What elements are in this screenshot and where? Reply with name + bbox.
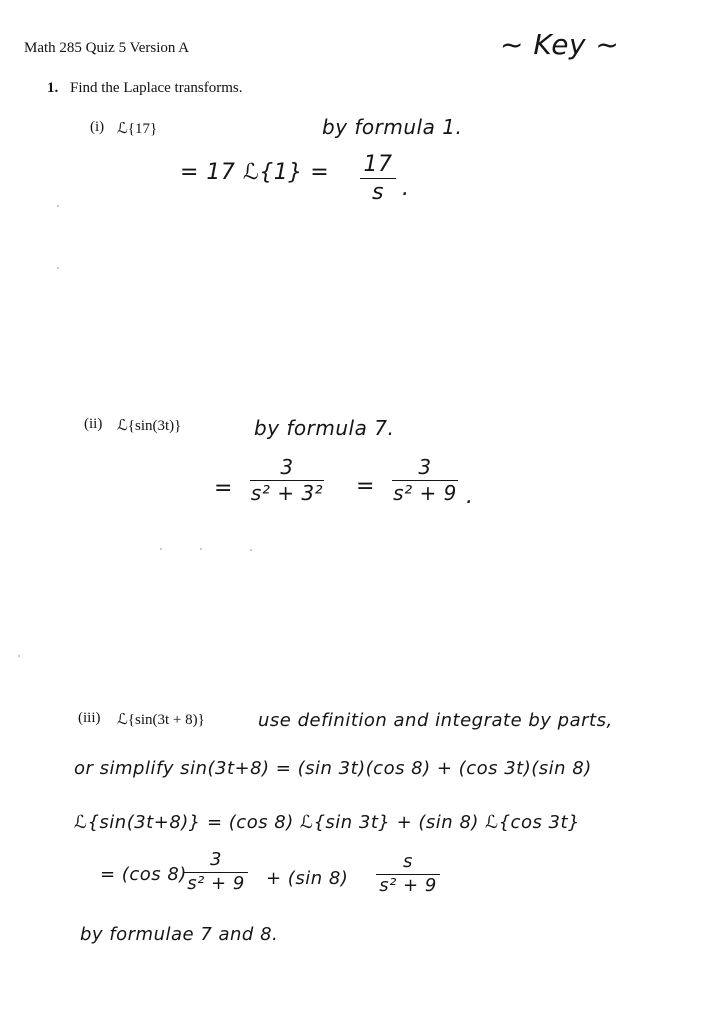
quiz-title: Math 285 Quiz 5 Version A bbox=[24, 40, 190, 56]
part-i-period: . bbox=[402, 176, 410, 201]
part-ii-method: by formula 7. bbox=[254, 416, 395, 440]
part-i-result-denominator: s bbox=[372, 180, 384, 206]
part-ii-label: (ii) bbox=[84, 416, 103, 432]
scan-speck bbox=[200, 548, 202, 550]
part-iii-fraction-2 bbox=[376, 852, 440, 896]
problem-instruction: Find the Laplace transforms. bbox=[70, 80, 243, 96]
part-ii-fraction-2-numerator: 3 bbox=[418, 455, 432, 479]
part-i-method: by formula 1. bbox=[322, 115, 463, 139]
part-iii-expression: ℒ{sin(3t + 8)} bbox=[117, 712, 205, 728]
part-ii-fraction-2 bbox=[392, 456, 458, 505]
scan-speck bbox=[18, 655, 20, 657]
part-iii-result-prefix: = (cos 8) bbox=[100, 864, 187, 885]
part-iii-fraction-2-numerator: s bbox=[403, 851, 413, 872]
scan-speck bbox=[57, 205, 59, 207]
problem-number: 1. bbox=[47, 80, 59, 96]
part-ii-expression: ℒ{sin(3t)} bbox=[117, 418, 182, 434]
part-i-expression: ℒ{17} bbox=[117, 121, 158, 137]
part-iii-fraction-1-denominator: s² + 9 bbox=[187, 872, 245, 894]
part-iii-result-middle: + (sin 8) bbox=[266, 868, 349, 889]
part-ii-fraction-1-numerator: 3 bbox=[280, 455, 294, 479]
part-iii-fraction-1 bbox=[184, 850, 248, 894]
part-iii-label: (iii) bbox=[78, 710, 101, 726]
answer-key-note: ~ Key ~ bbox=[500, 28, 620, 61]
part-iii-transform-line: ℒ{sin(3t+8)} = (cos 8) ℒ{sin 3t} + (sin 8) ℒ{cos 3t} bbox=[74, 812, 581, 833]
part-iii-fraction-1-numerator: 3 bbox=[210, 849, 222, 870]
part-ii-fraction-2-denominator: s² + 9 bbox=[393, 481, 457, 505]
part-ii-period: . bbox=[466, 484, 474, 509]
scan-speck bbox=[57, 267, 59, 269]
fraction-bar bbox=[360, 178, 396, 179]
part-iii-simplify-line: or simplify sin(3t+8) = (sin 3t)(cos 8) + (cos 3t)(sin 8) bbox=[74, 758, 592, 779]
part-i-label: (i) bbox=[90, 119, 105, 135]
scan-speck bbox=[160, 548, 162, 550]
part-iii-conclusion: by formulae 7 and 8. bbox=[80, 924, 279, 945]
part-iii-fraction-2-denominator: s² + 9 bbox=[379, 874, 437, 896]
part-i-result-numerator: 17 bbox=[363, 152, 393, 177]
part-i-work: = 17 ℒ{1} = bbox=[180, 160, 330, 185]
part-ii-equals-1: = bbox=[214, 476, 233, 501]
part-ii-fraction-1 bbox=[250, 456, 324, 505]
scan-speck bbox=[250, 549, 252, 551]
part-ii-fraction-1-denominator: s² + 3² bbox=[250, 481, 324, 505]
part-i-result bbox=[360, 152, 396, 206]
part-ii-equals-2: = bbox=[356, 474, 375, 499]
part-iii-method: use definition and integrate by parts, bbox=[258, 710, 613, 731]
